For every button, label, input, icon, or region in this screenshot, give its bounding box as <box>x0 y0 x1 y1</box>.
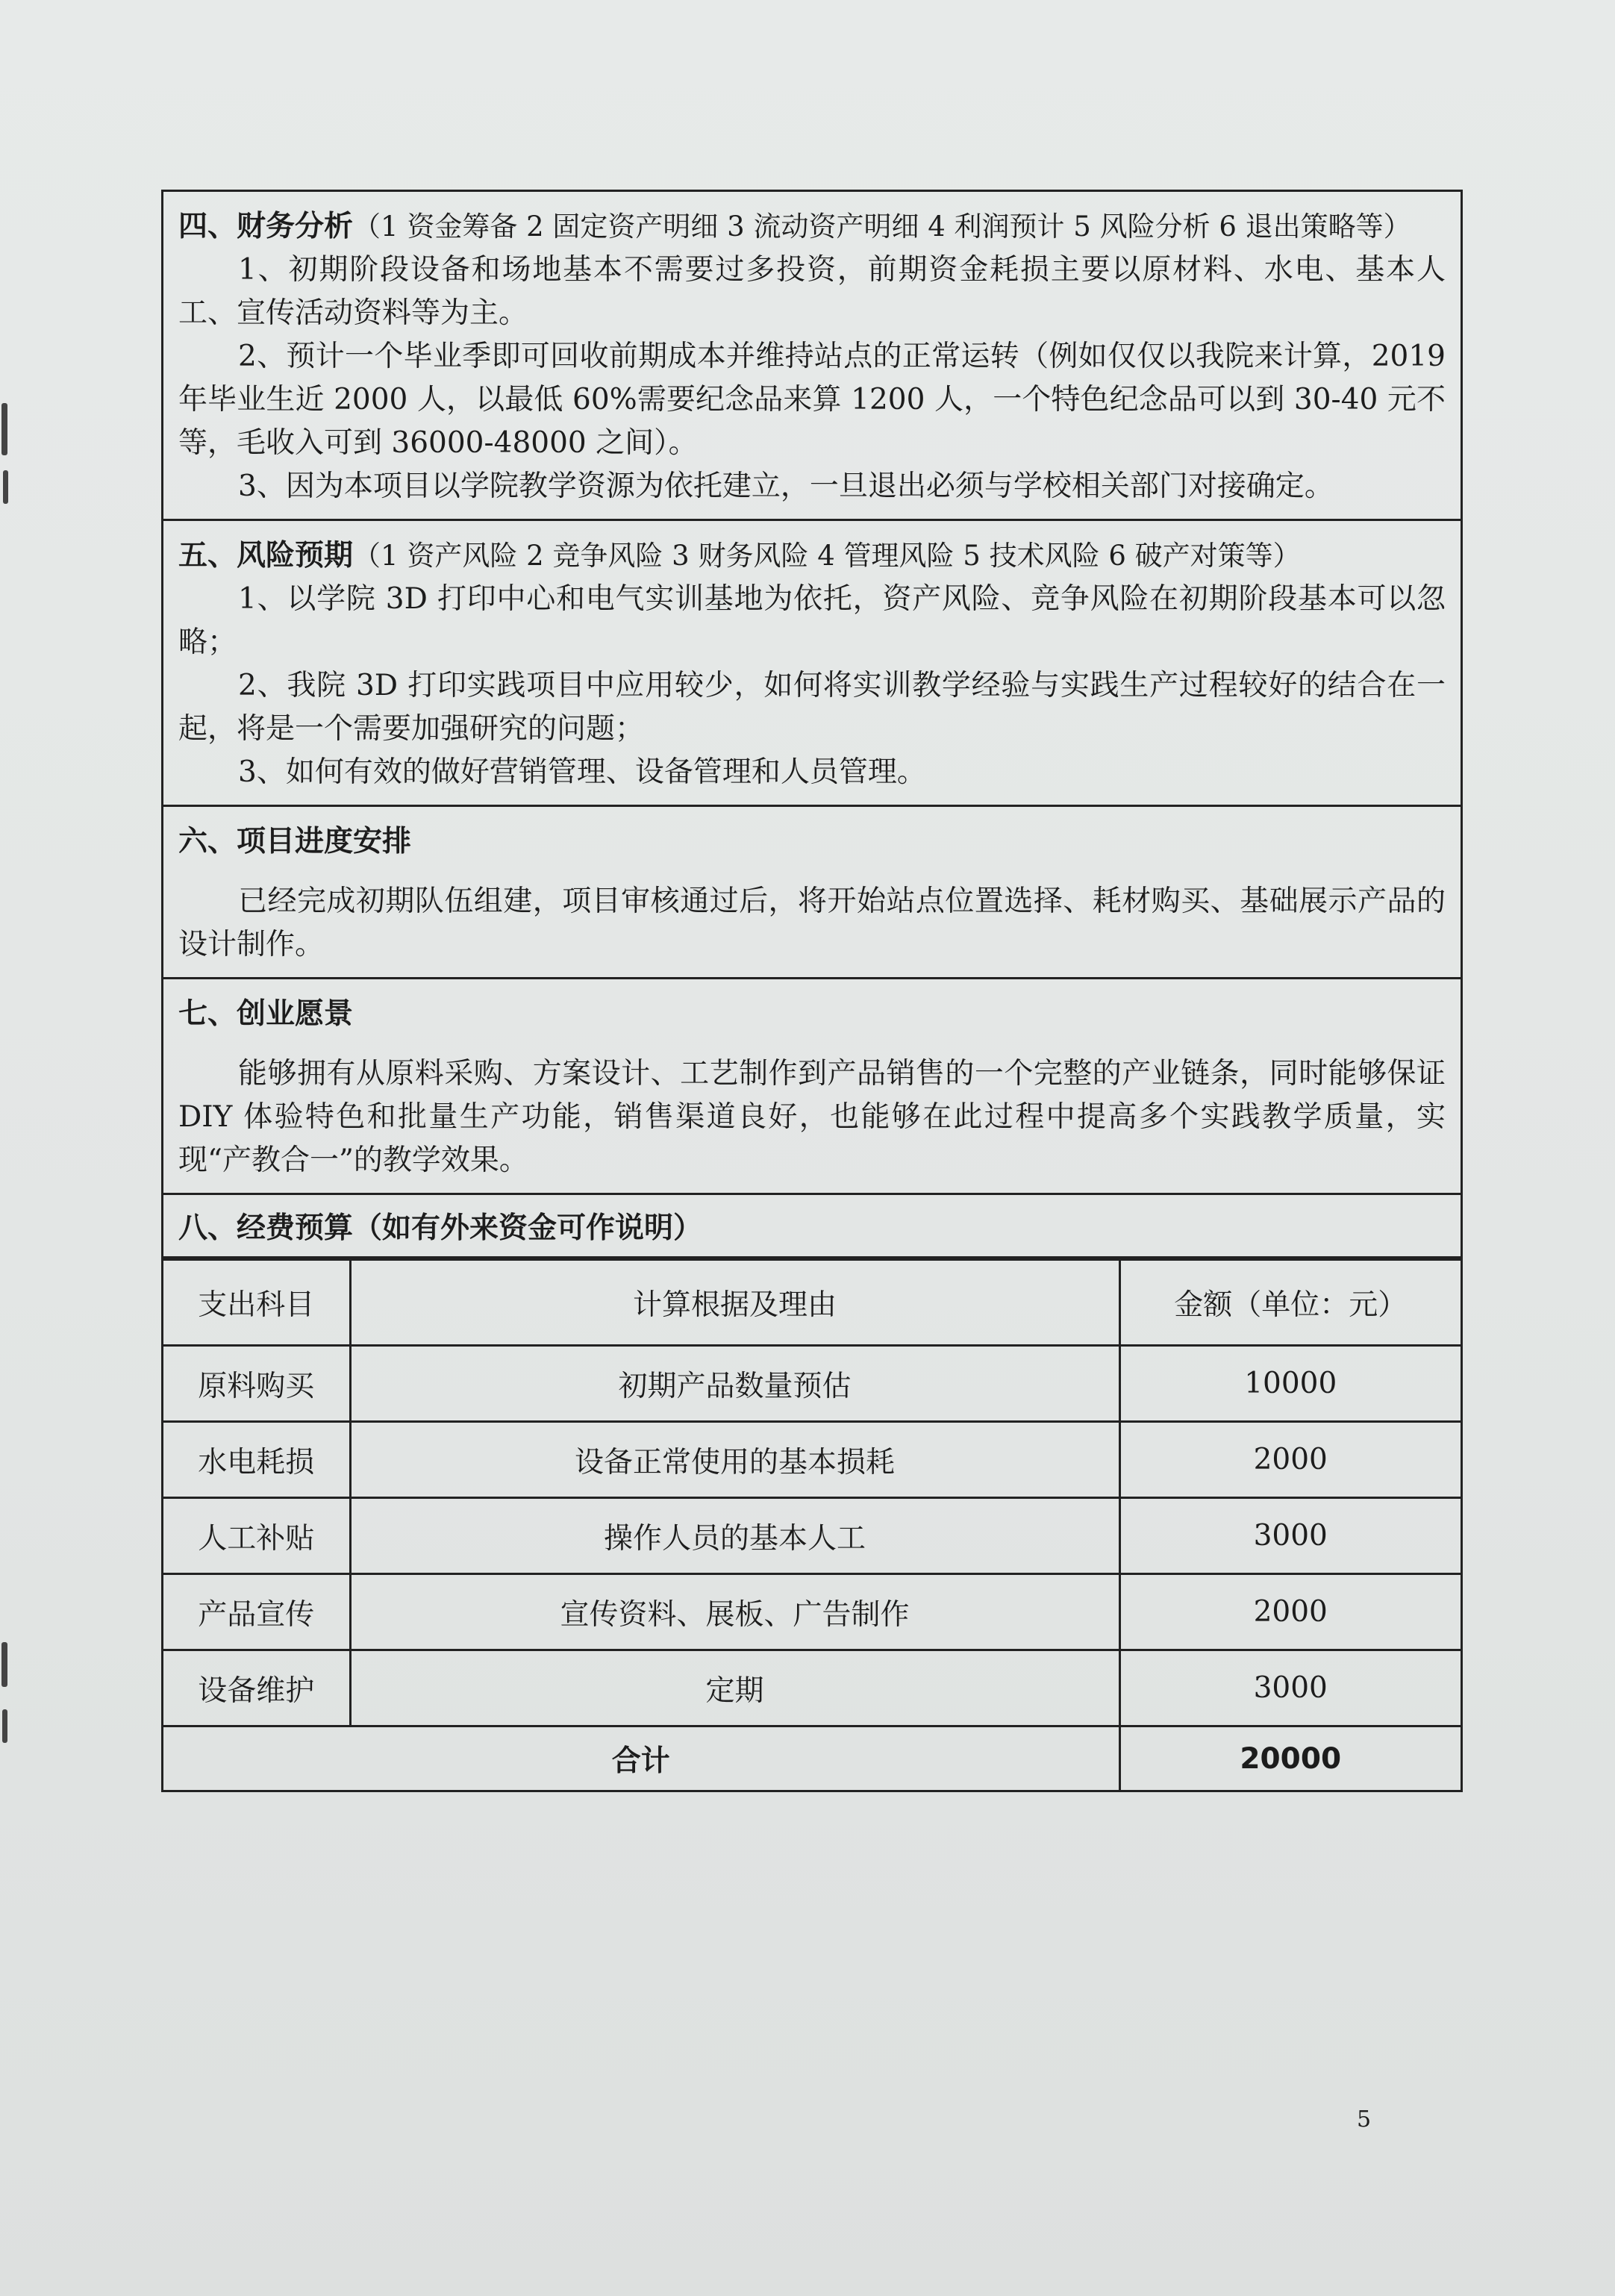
page-number: 5 <box>1357 2106 1372 2133</box>
binding-mark <box>1 403 7 455</box>
section-heading <box>178 993 1446 1036</box>
header-cell: 计算根据及理由 <box>350 1260 1119 1346</box>
paragraph: 已经完成初期队伍组建，项目审核通过后，将开始站点位置选择、耗材购买、基础展示产品的设计制作。 <box>178 885 1446 961</box>
section-risk-expectation <box>163 521 1461 807</box>
expense-reason: 定期 <box>350 1650 1119 1726</box>
section-entrepreneurship-vision <box>163 979 1461 1195</box>
expense-amount: 3000 <box>1119 1650 1461 1726</box>
section-note: （1 资金筹备 2 固定资产明细 3 流动资产明细 4 利润预计 5 风险分析 6 退出策略等） <box>353 210 1411 243</box>
budget-header-row <box>163 1260 1461 1346</box>
section-note: （1 资产风险 2 竞争风险 3 财务风险 4 管理风险 5 技术风险 6 破产对策等） <box>353 540 1301 572</box>
section-title: 五、风险预期 <box>178 539 354 573</box>
paragraph: 1、初期阶段设备和场地基本不需要过多投资，前期资金耗损主要以原材料、水电、基本人工、宣传活动资料等为主。 <box>178 253 1446 330</box>
expense-item: 产品宣传 <box>163 1574 350 1650</box>
header-cell: 金额（单位：元） <box>1119 1260 1461 1346</box>
expense-reason: 操作人员的基本人工 <box>350 1498 1119 1574</box>
paragraph: 3、因为本项目以学院教学资源为依托建立，一旦退出必须与学校相关部门对接确定。 <box>238 470 1334 503</box>
expense-reason: 初期产品数量预估 <box>350 1346 1119 1422</box>
expense-item: 原料购买 <box>163 1346 350 1422</box>
section-title: 四、财务分析 <box>178 210 354 243</box>
section-heading <box>178 820 1446 864</box>
section-finance-analysis <box>163 192 1461 521</box>
expense-item: 人工补贴 <box>163 1498 350 1574</box>
paragraph: 能够拥有从原料采购、方案设计、工艺制作到产品销售的一个完整的产业链条，同时能够保证 DIY 体验特色和批量生产功能，销售渠道良好，也能够在此过程中提高多个实践教学质量，实现“产教合一”的教学效果。 <box>178 1057 1446 1177</box>
expense-amount: 2000 <box>1119 1422 1461 1498</box>
binding-mark <box>2 1709 7 1743</box>
expense-item: 设备维护 <box>163 1650 350 1726</box>
section-budget-heading <box>163 1195 1461 1258</box>
expense-item: 水电耗损 <box>163 1422 350 1498</box>
section-title: 七、创业愿景 <box>178 997 354 1031</box>
budget-row <box>163 1574 1461 1650</box>
header-cell: 支出科目 <box>163 1260 350 1346</box>
section-title: 八、经费预算（如有外来资金可作说明） <box>178 1211 703 1245</box>
paragraph: 3、如何有效的做好营销管理、设备管理和人员管理。 <box>238 755 926 789</box>
expense-reason: 宣传资料、展板、广告制作 <box>350 1574 1119 1650</box>
paragraph: 2、我院 3D 打印实践项目中应用较少，如何将实训教学经验与实践生产过程较好的结合在一起，将是一个需要加强研究的问题； <box>178 669 1446 746</box>
budget-row <box>163 1650 1461 1726</box>
binding-mark <box>1 1642 7 1687</box>
total-amount: 20000 <box>1119 1726 1461 1791</box>
budget-row <box>163 1346 1461 1422</box>
section-title: 六、项目进度安排 <box>178 825 412 858</box>
paragraph: 1、以学院 3D 打印中心和电气实训基地为依托，资产风险、竞争风险在初期阶段基本可以忽略； <box>178 582 1446 659</box>
section-project-schedule <box>163 807 1461 979</box>
section-heading <box>178 205 1446 249</box>
budget-row <box>163 1498 1461 1574</box>
application-form-table <box>161 190 1463 1792</box>
binding-mark <box>3 470 8 504</box>
expense-amount: 10000 <box>1119 1346 1461 1422</box>
paragraph: 2、预计一个毕业季即可回收前期成本并维持站点的正常运转（例如仅仅以我院来计算，2019 年毕业生近 2000 人，以最低 60%需要纪念品来算 1200 人，一个特色纪念品可以到 30-40 元不等，毛收入可到 36000-48000 之间）。 <box>178 340 1446 460</box>
expense-amount: 3000 <box>1119 1498 1461 1574</box>
budget-table <box>163 1258 1461 1792</box>
expense-amount: 2000 <box>1119 1574 1461 1650</box>
expense-reason: 设备正常使用的基本损耗 <box>350 1422 1119 1498</box>
section-heading <box>178 534 1446 578</box>
total-label: 合计 <box>163 1726 1119 1791</box>
budget-row <box>163 1422 1461 1498</box>
budget-total-row <box>163 1726 1461 1791</box>
